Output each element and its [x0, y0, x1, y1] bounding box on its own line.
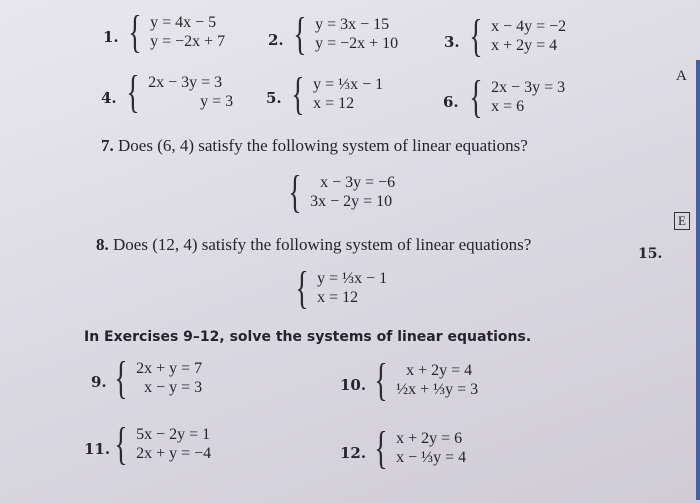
- problem-8-system: [291, 262, 388, 313]
- equation-line: x − y = 3: [144, 379, 203, 396]
- equation-line: y = 3: [200, 93, 234, 110]
- problem-11-number: 11.: [84, 440, 111, 458]
- brace-icon: {: [374, 354, 388, 405]
- problem-2-number: 2.: [268, 31, 284, 49]
- problem-3-system: [465, 10, 567, 61]
- equation-line: y = 4x − 5: [150, 14, 217, 31]
- equation-line: 2x − 3y = 3: [148, 74, 223, 91]
- problem-6-number: 6.: [443, 93, 459, 111]
- equation-line: ½x + ⅓y = 3: [396, 381, 479, 398]
- margin-letter-e: E: [674, 212, 690, 230]
- brace-icon: {: [295, 262, 309, 313]
- equation-line: x − 4y = −2: [491, 18, 567, 35]
- problem-7-text: Does (6, 4) satisfy the following system of linear equations?: [118, 136, 528, 155]
- brace-icon: {: [128, 6, 142, 57]
- brace-icon: {: [114, 352, 128, 403]
- equation-line: x − ⅓y = 4: [396, 449, 467, 466]
- problem-10-system: [370, 354, 479, 405]
- problem-4-number: 4.: [101, 89, 117, 107]
- equation-line: 2x + y = −4: [136, 445, 212, 462]
- equation-line: 5x − 2y = 1: [136, 426, 211, 443]
- problem-8-question: [96, 235, 531, 255]
- equation-line: y = 3x − 15: [315, 16, 390, 33]
- brace-icon: {: [293, 8, 307, 59]
- brace-icon: {: [469, 10, 483, 61]
- equation-line: x + 2y = 6: [396, 430, 463, 447]
- brace-icon: {: [469, 71, 483, 122]
- problem-7-number: 7.: [101, 136, 114, 155]
- margin-letter-a: A: [676, 68, 687, 84]
- problem-4-system: [122, 66, 234, 117]
- equation-line: x + 2y = 4: [491, 37, 558, 54]
- page-edge-line: [696, 60, 700, 500]
- problem-2-system: [289, 8, 399, 59]
- problem-1-number: 1.: [103, 28, 119, 46]
- problem-3-number: 3.: [444, 33, 460, 51]
- problem-12-system: [370, 422, 467, 473]
- problem-12-number: 12.: [340, 444, 367, 462]
- brace-icon: {: [114, 418, 128, 469]
- equation-line: x − 3y = −6: [320, 174, 396, 191]
- equation-line: 2x − 3y = 3: [491, 79, 566, 96]
- exercise-heading: In Exercises 9–12, solve the systems of linear equations.: [84, 329, 532, 345]
- brace-icon: {: [126, 66, 140, 117]
- equation-line: 3x − 2y = 10: [310, 193, 393, 210]
- equation-line: x + 2y = 4: [406, 362, 473, 379]
- problem-10-number: 10.: [340, 376, 367, 394]
- margin-number-15: 15.: [638, 246, 663, 262]
- problem-5-system: [287, 68, 384, 119]
- problem-7-system: [284, 166, 396, 217]
- problem-1-system: [124, 6, 226, 57]
- brace-icon: {: [374, 422, 388, 473]
- equation-line: x = 12: [313, 95, 355, 112]
- problem-9-system: [110, 352, 203, 403]
- equation-line: y = −2x + 10: [315, 35, 399, 52]
- problem-9-number: 9.: [91, 373, 107, 391]
- problem-6-system: [465, 71, 566, 122]
- equation-line: y = −2x + 7: [150, 33, 226, 50]
- problem-8-number: 8.: [96, 235, 109, 254]
- equation-line: x = 12: [317, 289, 359, 306]
- equation-line: 2x + y = 7: [136, 360, 203, 377]
- problem-8-text: Does (12, 4) satisfy the following system of linear equations?: [113, 235, 532, 254]
- problem-5-number: 5.: [266, 89, 282, 107]
- problem-11-system: [110, 418, 212, 469]
- brace-icon: {: [291, 68, 305, 119]
- equation-line: y = ⅓x − 1: [317, 270, 388, 287]
- brace-icon: {: [288, 166, 302, 217]
- equation-line: y = ⅓x − 1: [313, 76, 384, 93]
- problem-7-question: [101, 136, 528, 156]
- equation-line: x = 6: [491, 98, 525, 115]
